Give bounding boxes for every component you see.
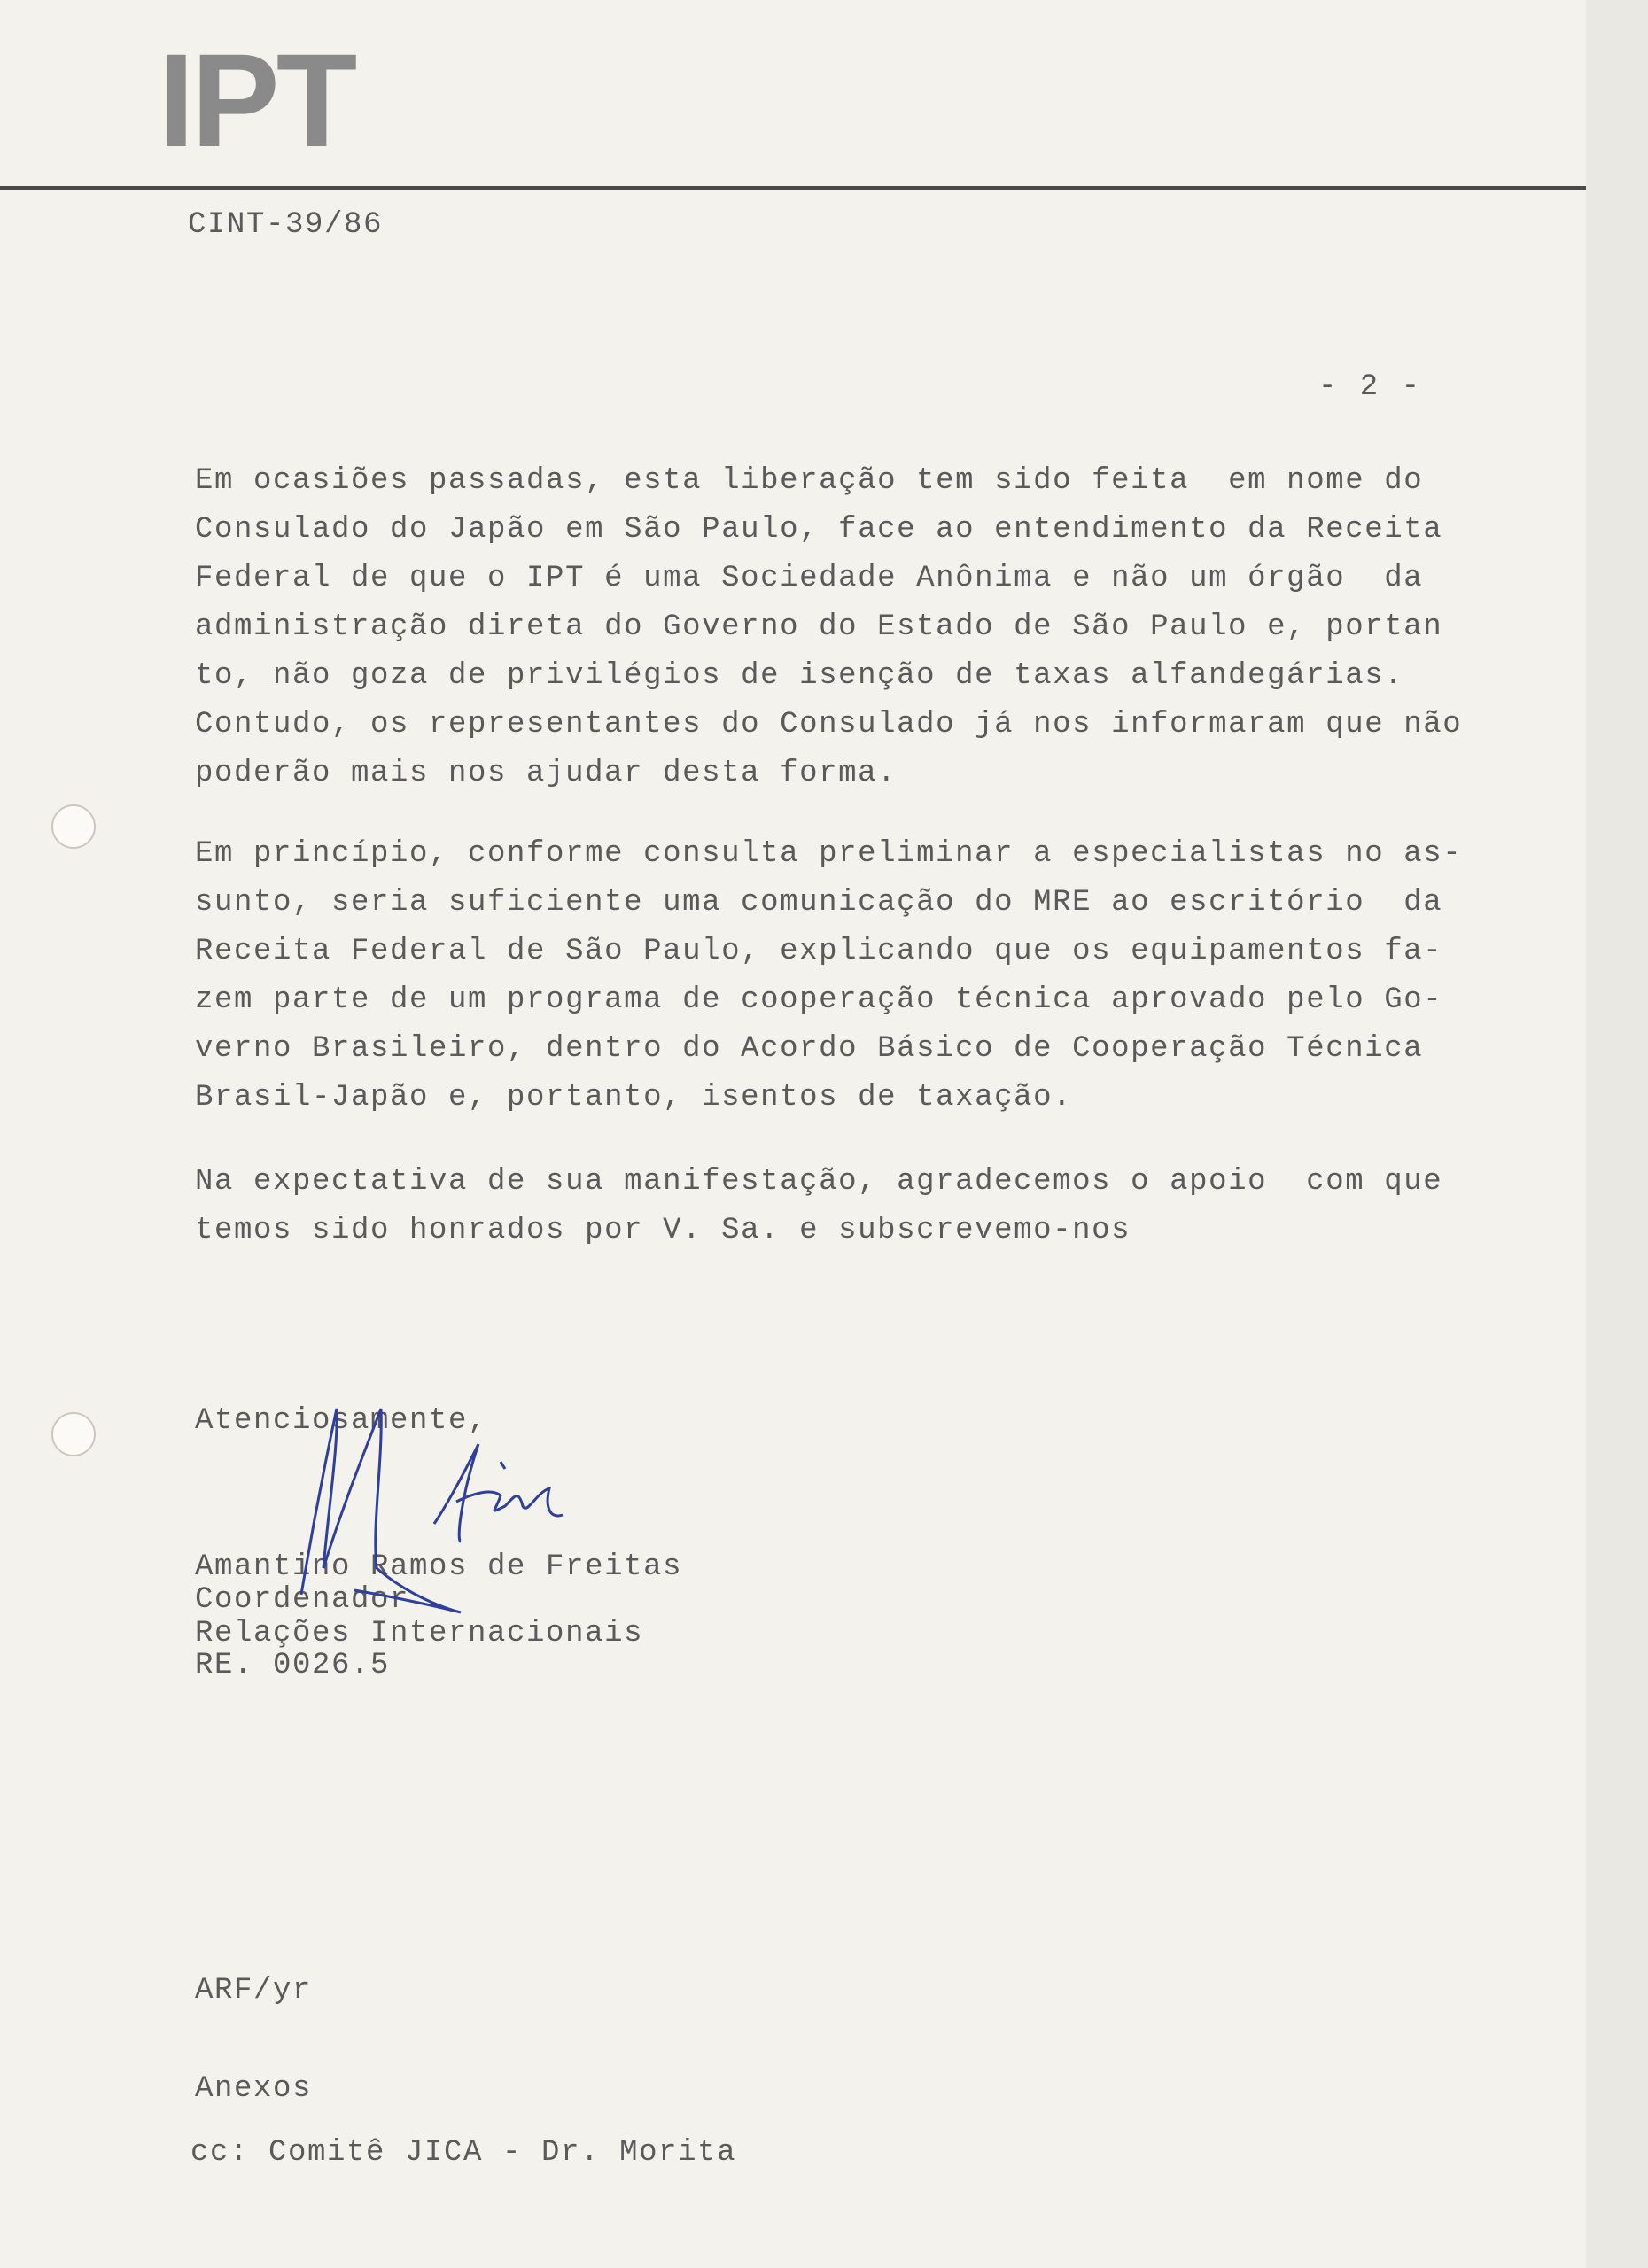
text-line: temos sido honrados por V. Sa. e subscrevemo-nos: [195, 1214, 1131, 1247]
header-rule: [0, 186, 1586, 190]
text-line: Federal de que o IPT é uma Sociedade Anônima e não um órgão da: [195, 562, 1424, 595]
salutation: Atenciosamente,: [195, 1404, 488, 1438]
signature-stroke: [434, 1444, 563, 1542]
signature-stroke: [301, 1409, 461, 1612]
typist-initials: ARF/yr: [195, 1974, 313, 2008]
punch-hole: [51, 1412, 96, 1456]
signatory-registration: RE. 0026.5: [195, 1649, 391, 1682]
page-number: - 2 -: [1318, 370, 1423, 404]
signatory-title: Coordenador: [195, 1583, 410, 1617]
text-line: to, não goza de privilégios de isenção de taxas alfandegárias.: [195, 659, 1404, 693]
text-line: Na expectativa de sua manifestação, agradecemos o apoio com que: [195, 1165, 1443, 1199]
text-line: zem parte de um programa de cooperação técnica aprovado pelo Go-: [195, 983, 1443, 1017]
text-line: Em ocasiões passadas, esta liberação tem sido feita em nome do: [195, 464, 1424, 498]
punch-hole: [51, 804, 96, 849]
text-line: Em princípio, conforme consulta preliminar a especialistas no as-: [195, 837, 1463, 871]
signatory-name: Amantino Ramos de Freitas: [195, 1550, 683, 1584]
text-line: administração direta do Governo do Estado de São Paulo e, portan: [195, 610, 1443, 644]
text-line: verno Brasileiro, dentro do Acordo Básico de Cooperação Técnica: [195, 1032, 1424, 1066]
text-line: Brasil-Japão e, portanto, isentos de taxação.: [195, 1081, 1073, 1115]
attachments-note: Anexos: [195, 2072, 313, 2106]
text-line: sunto, seria suficiente uma comunicação do MRE ao escritório da: [195, 886, 1443, 920]
carbon-copy-note: cc: Comitê JICA - Dr. Morita: [190, 2136, 737, 2170]
handwritten-signature: [284, 1391, 585, 1621]
text-line: poderão mais nos ajudar desta forma.: [195, 757, 898, 790]
signatory-department: Relações Internacionais: [195, 1617, 644, 1651]
ipt-logo: IPT: [158, 26, 354, 175]
text-line: Consulado do Japão em São Paulo, face ao entendimento da Receita: [195, 513, 1443, 547]
text-line: Receita Federal de São Paulo, explicando que os equipamentos fa-: [195, 935, 1443, 968]
text-line: Contudo, os representantes do Consulado já nos informaram que não: [195, 708, 1463, 742]
reference-number: CINT-39/86: [188, 208, 384, 242]
